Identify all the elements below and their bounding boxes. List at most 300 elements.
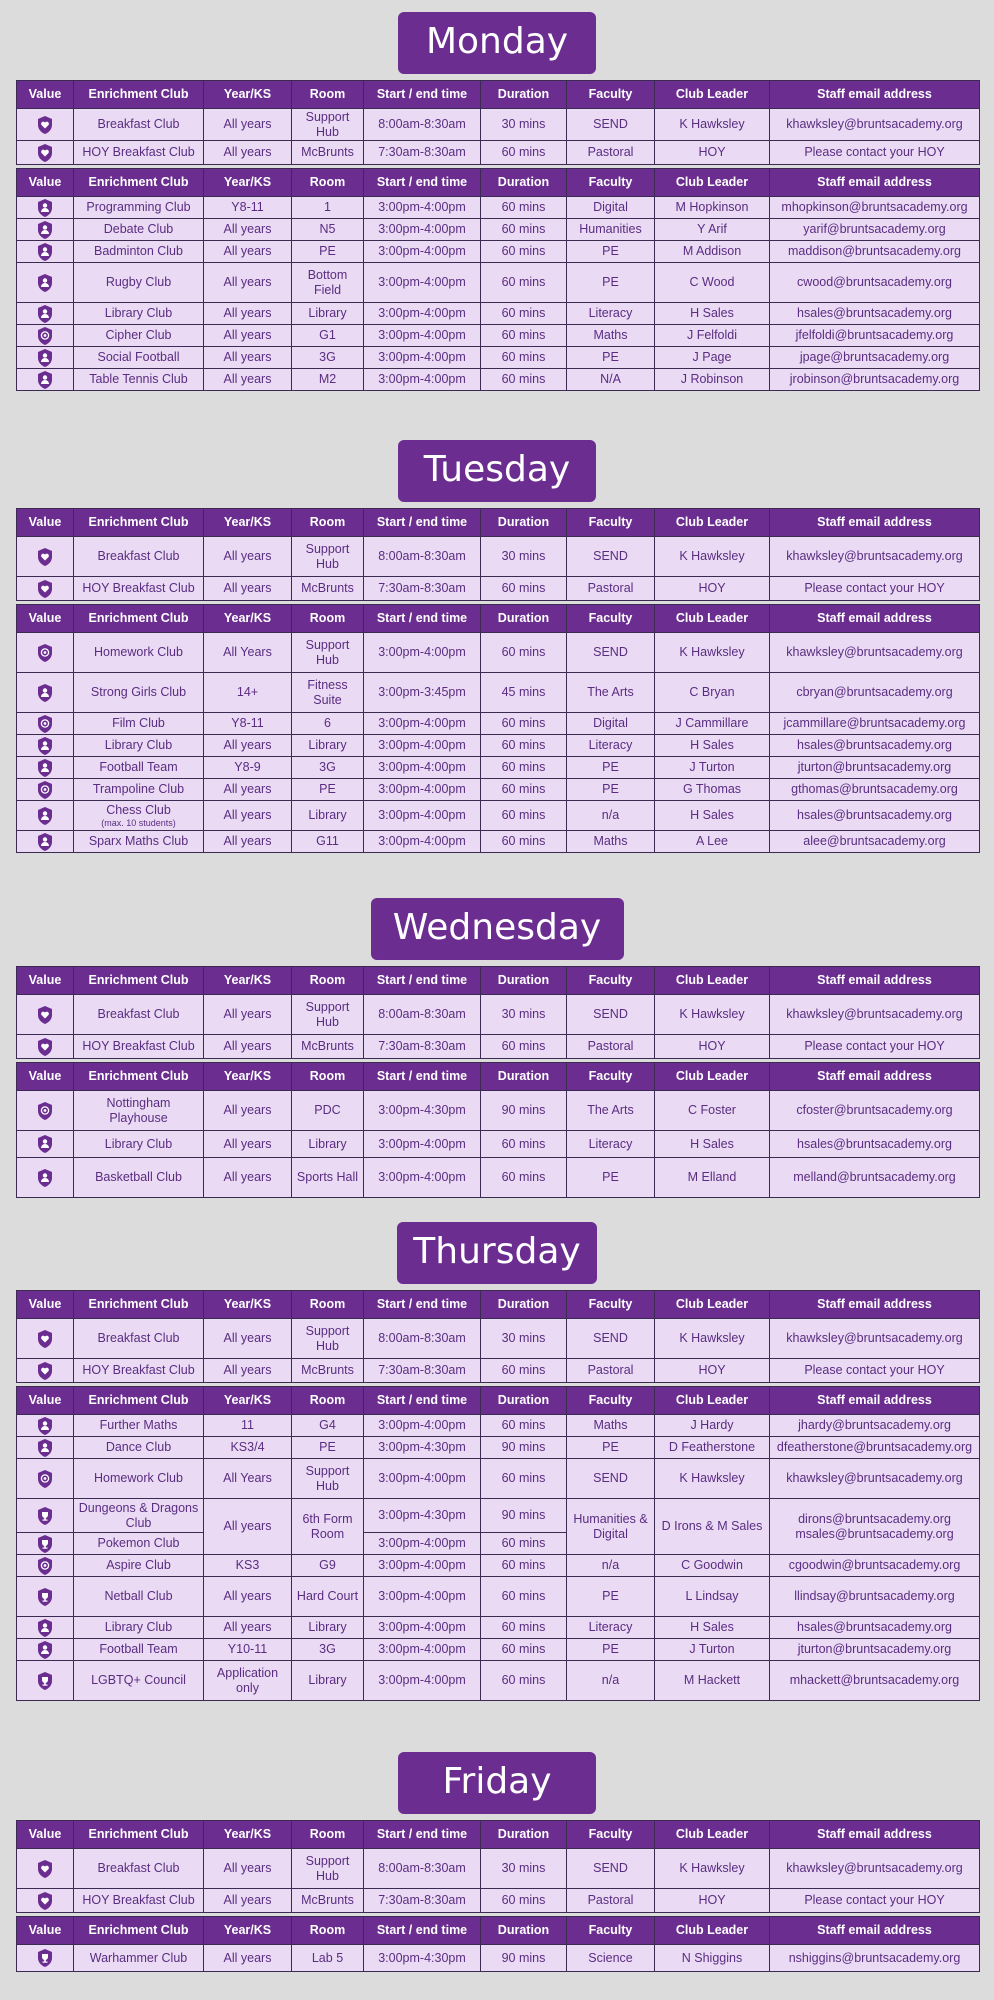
- time-cell: 7:30am-8:30am: [364, 1359, 481, 1383]
- room-cell: Support Hub: [292, 1459, 364, 1499]
- email-cell[interactable]: hsales@bruntsacademy.org: [770, 735, 980, 757]
- globe-shield-icon: [35, 1471, 55, 1485]
- room-cell: M2: [292, 369, 364, 391]
- leader-cell: HOY: [655, 1889, 770, 1913]
- email-cell[interactable]: khawksley@bruntsacademy.org: [770, 1849, 980, 1889]
- header-room: Room: [292, 509, 364, 537]
- email-cell[interactable]: melland@bruntsacademy.org: [770, 1158, 980, 1198]
- club-cell: [74, 1849, 204, 1889]
- email-cell[interactable]: khawksley@bruntsacademy.org: [770, 995, 980, 1035]
- room-cell: Hard Court: [292, 1577, 364, 1617]
- faculty-cell: n/a: [567, 1661, 655, 1701]
- club-cell: [74, 1158, 204, 1198]
- header-row: [17, 509, 980, 537]
- header-year: Year/KS: [204, 1291, 292, 1319]
- table-row: [17, 1459, 980, 1499]
- header-duration: Duration: [481, 81, 567, 109]
- value-icon-cell: [17, 141, 74, 165]
- room-cell: N5: [292, 219, 364, 241]
- email-cell[interactable]: jturton@bruntsacademy.org: [770, 1639, 980, 1661]
- club-name: HOY Breakfast Club: [82, 145, 195, 159]
- leader-cell: HOY: [655, 1035, 770, 1059]
- club-cell: [74, 369, 204, 391]
- leader-cell: K Hawksley: [655, 633, 770, 673]
- room-cell: McBrunts: [292, 1035, 364, 1059]
- year-cell: All years: [204, 369, 292, 391]
- leader-cell: L Lindsay: [655, 1577, 770, 1617]
- wednesday-title: Wednesday: [371, 898, 624, 960]
- value-icon-cell: [17, 779, 74, 801]
- faculty-cell: Digital: [567, 197, 655, 219]
- header-email: Staff email address: [770, 605, 980, 633]
- value-icon-cell: [17, 369, 74, 391]
- value-icon-cell: [17, 995, 74, 1035]
- email-cell[interactable]: cgoodwin@bruntsacademy.org: [770, 1555, 980, 1577]
- email-cell[interactable]: cbryan@bruntsacademy.org: [770, 673, 980, 713]
- header-value: Value: [17, 1917, 74, 1945]
- table-row: [17, 325, 980, 347]
- monday-breakfast-table: [16, 80, 980, 165]
- club-name: Netball Club: [104, 1589, 173, 1603]
- faculty-cell: The Arts: [567, 1091, 655, 1131]
- duration-cell: 60 mins: [481, 141, 567, 165]
- header-club: Enrichment Club: [74, 605, 204, 633]
- club-cell: [74, 197, 204, 219]
- duration-cell: 60 mins: [481, 1639, 567, 1661]
- time-cell: 3:00pm-4:00pm: [364, 1577, 481, 1617]
- email-cell[interactable]: khawksley@bruntsacademy.org: [770, 537, 980, 577]
- header-value: Value: [17, 509, 74, 537]
- room-cell: Library: [292, 735, 364, 757]
- year-cell: Application only: [204, 1661, 292, 1701]
- room-cell: McBrunts: [292, 1359, 364, 1383]
- faculty-cell: SEND: [567, 537, 655, 577]
- room-cell: 3G: [292, 347, 364, 369]
- header-leader: Club Leader: [655, 1291, 770, 1319]
- table-row: [17, 831, 980, 853]
- trophy-shield-icon: [35, 1536, 55, 1550]
- club-note: (max. 10 students): [101, 818, 176, 828]
- header-room: Room: [292, 81, 364, 109]
- email-cell[interactable]: gthomas@bruntsacademy.org: [770, 779, 980, 801]
- header-duration: Duration: [481, 1917, 567, 1945]
- duration-cell: 60 mins: [481, 347, 567, 369]
- header-duration: Duration: [481, 1291, 567, 1319]
- globe-shield-icon: [35, 1558, 55, 1572]
- header-value: Value: [17, 967, 74, 995]
- email-cell[interactable]: mhopkinson@bruntsacademy.org: [770, 197, 980, 219]
- leader-cell: K Hawksley: [655, 1459, 770, 1499]
- club-cell: [74, 325, 204, 347]
- duration-cell: 90 mins: [481, 1091, 567, 1131]
- year-cell: 11: [204, 1415, 292, 1437]
- club-name: Breakfast Club: [97, 1007, 180, 1021]
- value-icon-cell: [17, 1639, 74, 1661]
- room-cell: Support Hub: [292, 109, 364, 141]
- table-row: [17, 219, 980, 241]
- friday-breakfast-table: [16, 1820, 980, 1913]
- value-icon-cell: [17, 735, 74, 757]
- duration-cell: 60 mins: [481, 1617, 567, 1639]
- year-cell: Y8-11: [204, 197, 292, 219]
- table-row: [17, 1661, 980, 1701]
- room-cell: Library: [292, 801, 364, 831]
- header-year: Year/KS: [204, 605, 292, 633]
- duration-cell: 60 mins: [481, 1459, 567, 1499]
- leader-cell: K Hawksley: [655, 1849, 770, 1889]
- header-leader: Club Leader: [655, 169, 770, 197]
- faculty-cell: PE: [567, 1639, 655, 1661]
- leader-cell: M Elland: [655, 1158, 770, 1198]
- club-name: Breakfast Club: [97, 117, 180, 131]
- time-cell: 3:00pm-4:00pm: [364, 713, 481, 735]
- faculty-cell: Literacy: [567, 1617, 655, 1639]
- year-cell: All years: [204, 537, 292, 577]
- room-cell: G9: [292, 1555, 364, 1577]
- table-row: [17, 1555, 980, 1577]
- faculty-cell: Pastoral: [567, 141, 655, 165]
- header-faculty: Faculty: [567, 967, 655, 995]
- header-duration: Duration: [481, 605, 567, 633]
- person-shield-icon: [35, 738, 55, 752]
- room-cell: 6: [292, 713, 364, 735]
- header-row: [17, 605, 980, 633]
- club-cell: [74, 1319, 204, 1359]
- table-row: [17, 735, 980, 757]
- time-cell: 3:00pm-4:00pm: [364, 831, 481, 853]
- heart-shield-icon: [35, 1007, 55, 1021]
- club-cell: [74, 219, 204, 241]
- year-cell: All years: [204, 1359, 292, 1383]
- club-name: HOY Breakfast Club: [82, 1363, 195, 1377]
- faculty-cell: PE: [567, 1437, 655, 1459]
- duration-cell: 60 mins: [481, 757, 567, 779]
- header-value: Value: [17, 605, 74, 633]
- value-icon-cell: [17, 1415, 74, 1437]
- faculty-cell: SEND: [567, 1319, 655, 1359]
- email-cell[interactable]: nshiggins@bruntsacademy.org: [770, 1945, 980, 1972]
- time-cell: 7:30am-8:30am: [364, 1889, 481, 1913]
- room-cell: Sports Hall: [292, 1158, 364, 1198]
- time-cell: 3:00pm-4:30pm: [364, 1499, 481, 1533]
- leader-cell: J Hardy: [655, 1415, 770, 1437]
- table-row: [17, 801, 980, 831]
- year-cell: All years: [204, 831, 292, 853]
- thursday-section: [0, 1222, 994, 1701]
- value-icon-cell: [17, 1319, 74, 1359]
- club-name: Homework Club: [94, 1471, 183, 1485]
- club-cell: [74, 1131, 204, 1158]
- duration-cell: 60 mins: [481, 779, 567, 801]
- value-icon-cell: [17, 347, 74, 369]
- leader-cell: K Hawksley: [655, 995, 770, 1035]
- year-cell: All years: [204, 347, 292, 369]
- header-room: Room: [292, 605, 364, 633]
- header-time: Start / end time: [364, 1291, 481, 1319]
- faculty-cell: PE: [567, 263, 655, 303]
- duration-cell: 60 mins: [481, 831, 567, 853]
- value-icon-cell: [17, 1158, 74, 1198]
- duration-cell: 30 mins: [481, 995, 567, 1035]
- email-cell[interactable]: maddison@bruntsacademy.org: [770, 241, 980, 263]
- value-icon-cell: [17, 303, 74, 325]
- monday-clubs-table: [16, 168, 980, 391]
- header-time: Start / end time: [364, 81, 481, 109]
- faculty-cell: Maths: [567, 325, 655, 347]
- email-cell: Please contact your HOY: [770, 141, 980, 165]
- faculty-cell: PE: [567, 1577, 655, 1617]
- email-cell[interactable]: dfeatherstone@bruntsacademy.org: [770, 1437, 980, 1459]
- email-cell[interactable]: llindsay@bruntsacademy.org: [770, 1577, 980, 1617]
- room-cell: Support Hub: [292, 995, 364, 1035]
- club-name: Badminton Club: [94, 244, 183, 258]
- tuesday-title: Tuesday: [398, 440, 596, 502]
- table-row: [17, 537, 980, 577]
- duration-cell: 60 mins: [481, 1555, 567, 1577]
- person-shield-icon: [35, 222, 55, 236]
- time-cell: 8:00am-8:30am: [364, 995, 481, 1035]
- year-cell: All years: [204, 779, 292, 801]
- table-row: [17, 1415, 980, 1437]
- leader-cell: M Hopkinson: [655, 197, 770, 219]
- friday-section: [0, 1752, 994, 1972]
- table-row: [17, 779, 980, 801]
- room-cell: PDC: [292, 1091, 364, 1131]
- email-cell[interactable]: [770, 1499, 980, 1555]
- room-cell: Library: [292, 1661, 364, 1701]
- email-cell[interactable]: yarif@bruntsacademy.org: [770, 219, 980, 241]
- email-cell[interactable]: hsales@bruntsacademy.org: [770, 801, 980, 831]
- club-cell: [74, 801, 204, 831]
- email-cell[interactable]: khawksley@bruntsacademy.org: [770, 633, 980, 673]
- header-faculty: Faculty: [567, 1387, 655, 1415]
- club-cell: [74, 1437, 204, 1459]
- email-cell: Please contact your HOY: [770, 1035, 980, 1059]
- header-year: Year/KS: [204, 1917, 292, 1945]
- room-cell: Support Hub: [292, 633, 364, 673]
- email-line[interactable]: msales@bruntsacademy.org: [795, 1526, 954, 1541]
- person-shield-icon: [35, 350, 55, 364]
- faculty-cell: Literacy: [567, 735, 655, 757]
- person-shield-icon: [35, 834, 55, 848]
- person-shield-icon: [35, 1642, 55, 1656]
- duration-cell: 60 mins: [481, 1359, 567, 1383]
- email-cell[interactable]: jhardy@bruntsacademy.org: [770, 1415, 980, 1437]
- header-email: Staff email address: [770, 1387, 980, 1415]
- club-name: Sparx Maths Club: [88, 834, 189, 848]
- heart-shield-icon: [35, 1331, 55, 1345]
- faculty-cell: N/A: [567, 369, 655, 391]
- header-year: Year/KS: [204, 1063, 292, 1091]
- time-cell: 3:00pm-4:00pm: [364, 1639, 481, 1661]
- header-club: Enrichment Club: [74, 1291, 204, 1319]
- leader-cell: C Bryan: [655, 673, 770, 713]
- time-cell: 3:00pm-4:30pm: [364, 1437, 481, 1459]
- faculty-cell: SEND: [567, 1459, 655, 1499]
- year-cell: Y10-11: [204, 1639, 292, 1661]
- room-cell: PE: [292, 779, 364, 801]
- header-leader: Club Leader: [655, 81, 770, 109]
- email-cell[interactable]: hsales@bruntsacademy.org: [770, 1617, 980, 1639]
- faculty-cell: Pastoral: [567, 1359, 655, 1383]
- globe-shield-icon: [35, 716, 55, 730]
- value-icon-cell: [17, 1617, 74, 1639]
- club-cell: [74, 141, 204, 165]
- header-room: Room: [292, 1063, 364, 1091]
- leader-cell: J Robinson: [655, 369, 770, 391]
- faculty-cell: PE: [567, 347, 655, 369]
- value-icon-cell: [17, 801, 74, 831]
- time-cell: 3:00pm-4:00pm: [364, 1459, 481, 1499]
- tuesday-clubs-table: [16, 604, 980, 853]
- header-duration: Duration: [481, 509, 567, 537]
- header-time: Start / end time: [364, 967, 481, 995]
- header-room: Room: [292, 1387, 364, 1415]
- email-cell[interactable]: mhackett@bruntsacademy.org: [770, 1661, 980, 1701]
- email-cell[interactable]: khawksley@bruntsacademy.org: [770, 109, 980, 141]
- room-cell: G1: [292, 325, 364, 347]
- header-duration: Duration: [481, 1387, 567, 1415]
- faculty-cell: Pastoral: [567, 1035, 655, 1059]
- email-cell[interactable]: jrobinson@bruntsacademy.org: [770, 369, 980, 391]
- club-name: Chess Club: [106, 803, 171, 817]
- value-icon-cell: [17, 241, 74, 263]
- value-icon-cell: [17, 1945, 74, 1972]
- trophy-shield-icon: [35, 1508, 55, 1522]
- club-cell: [74, 537, 204, 577]
- room-cell: 1: [292, 197, 364, 219]
- email-cell[interactable]: khawksley@bruntsacademy.org: [770, 1459, 980, 1499]
- value-icon-cell: [17, 109, 74, 141]
- table-row: [17, 577, 980, 601]
- header-email: Staff email address: [770, 1063, 980, 1091]
- room-cell: Support Hub: [292, 1319, 364, 1359]
- wednesday-breakfast-table: [16, 966, 980, 1059]
- person-shield-icon: [35, 372, 55, 386]
- heart-shield-icon: [35, 581, 55, 595]
- value-icon-cell: [17, 757, 74, 779]
- heart-shield-icon: [35, 1363, 55, 1377]
- header-duration: Duration: [481, 1063, 567, 1091]
- header-year: Year/KS: [204, 509, 292, 537]
- email-cell[interactable]: jturton@bruntsacademy.org: [770, 757, 980, 779]
- globe-shield-icon: [35, 1103, 55, 1117]
- email-cell[interactable]: cwood@bruntsacademy.org: [770, 263, 980, 303]
- email-cell[interactable]: jcammillare@bruntsacademy.org: [770, 713, 980, 735]
- person-shield-icon: [35, 244, 55, 258]
- club-name: Strong Girls Club: [90, 685, 187, 699]
- header-row: [17, 169, 980, 197]
- value-icon-cell: [17, 1577, 74, 1617]
- email-cell[interactable]: jpage@bruntsacademy.org: [770, 347, 980, 369]
- table-row: [17, 1617, 980, 1639]
- monday-title: Monday: [398, 12, 596, 74]
- time-cell: 3:00pm-3:45pm: [364, 673, 481, 713]
- time-cell: 8:00am-8:30am: [364, 1319, 481, 1359]
- leader-cell: H Sales: [655, 1617, 770, 1639]
- time-cell: 3:00pm-4:00pm: [364, 303, 481, 325]
- room-cell: 3G: [292, 1639, 364, 1661]
- thursday-title: Thursday: [397, 1222, 597, 1284]
- faculty-cell: Maths: [567, 831, 655, 853]
- leader-cell: D Featherstone: [655, 1437, 770, 1459]
- faculty-cell: n/a: [567, 801, 655, 831]
- header-room: Room: [292, 1291, 364, 1319]
- person-shield-icon: [35, 808, 55, 822]
- club-name: Further Maths: [99, 1418, 178, 1432]
- club-cell: [74, 263, 204, 303]
- club-cell: [74, 1091, 204, 1131]
- value-icon-cell: [17, 713, 74, 735]
- email-cell[interactable]: alee@bruntsacademy.org: [770, 831, 980, 853]
- time-cell: 3:00pm-4:00pm: [364, 1617, 481, 1639]
- room-cell: Lab 5: [292, 1945, 364, 1972]
- faculty-cell: Pastoral: [567, 577, 655, 601]
- duration-cell: 30 mins: [481, 1319, 567, 1359]
- year-cell: All years: [204, 109, 292, 141]
- duration-cell: 60 mins: [481, 801, 567, 831]
- table-row: [17, 1158, 980, 1198]
- email-cell[interactable]: hsales@bruntsacademy.org: [770, 303, 980, 325]
- time-cell: 3:00pm-4:00pm: [364, 347, 481, 369]
- duration-cell: 60 mins: [481, 577, 567, 601]
- email-cell[interactable]: cfoster@bruntsacademy.org: [770, 1091, 980, 1131]
- year-cell: All Years: [204, 1459, 292, 1499]
- leader-cell: M Addison: [655, 241, 770, 263]
- room-cell: PE: [292, 1437, 364, 1459]
- year-cell: All Years: [204, 633, 292, 673]
- year-cell: All years: [204, 1577, 292, 1617]
- email-cell[interactable]: khawksley@bruntsacademy.org: [770, 1319, 980, 1359]
- email-line[interactable]: dirons@bruntsacademy.org: [798, 1511, 951, 1526]
- table-row: [17, 1359, 980, 1383]
- year-cell: KS3/4: [204, 1437, 292, 1459]
- club-name: Library Club: [104, 738, 173, 752]
- room-cell: Support Hub: [292, 537, 364, 577]
- club-cell: [74, 673, 204, 713]
- person-shield-icon: [35, 200, 55, 214]
- value-icon-cell: [17, 197, 74, 219]
- club-cell: [74, 1459, 204, 1499]
- duration-cell: 60 mins: [481, 1158, 567, 1198]
- club-cell: [74, 713, 204, 735]
- club-name: Football Team: [99, 760, 178, 774]
- room-cell: Library: [292, 1131, 364, 1158]
- leader-cell: Y Arif: [655, 219, 770, 241]
- year-cell: All years: [204, 801, 292, 831]
- club-name: Basketball Club: [95, 1170, 182, 1184]
- value-icon-cell: [17, 1035, 74, 1059]
- header-faculty: Faculty: [567, 1291, 655, 1319]
- header-club: Enrichment Club: [74, 967, 204, 995]
- club-name: Rugby Club: [105, 275, 172, 289]
- friday-title: Friday: [398, 1752, 596, 1814]
- faculty-cell: Literacy: [567, 1131, 655, 1158]
- header-leader: Club Leader: [655, 967, 770, 995]
- leader-cell: J Turton: [655, 757, 770, 779]
- header-leader: Club Leader: [655, 1063, 770, 1091]
- club-cell: [74, 995, 204, 1035]
- year-cell: All years: [204, 1849, 292, 1889]
- email-cell[interactable]: hsales@bruntsacademy.org: [770, 1131, 980, 1158]
- header-duration: Duration: [481, 169, 567, 197]
- duration-cell: 60 mins: [481, 1415, 567, 1437]
- trophy-shield-icon: [35, 1950, 55, 1964]
- table-row: [17, 1091, 980, 1131]
- email-cell[interactable]: jfelfoldi@bruntsacademy.org: [770, 325, 980, 347]
- leader-cell: H Sales: [655, 1131, 770, 1158]
- value-icon-cell: [17, 1131, 74, 1158]
